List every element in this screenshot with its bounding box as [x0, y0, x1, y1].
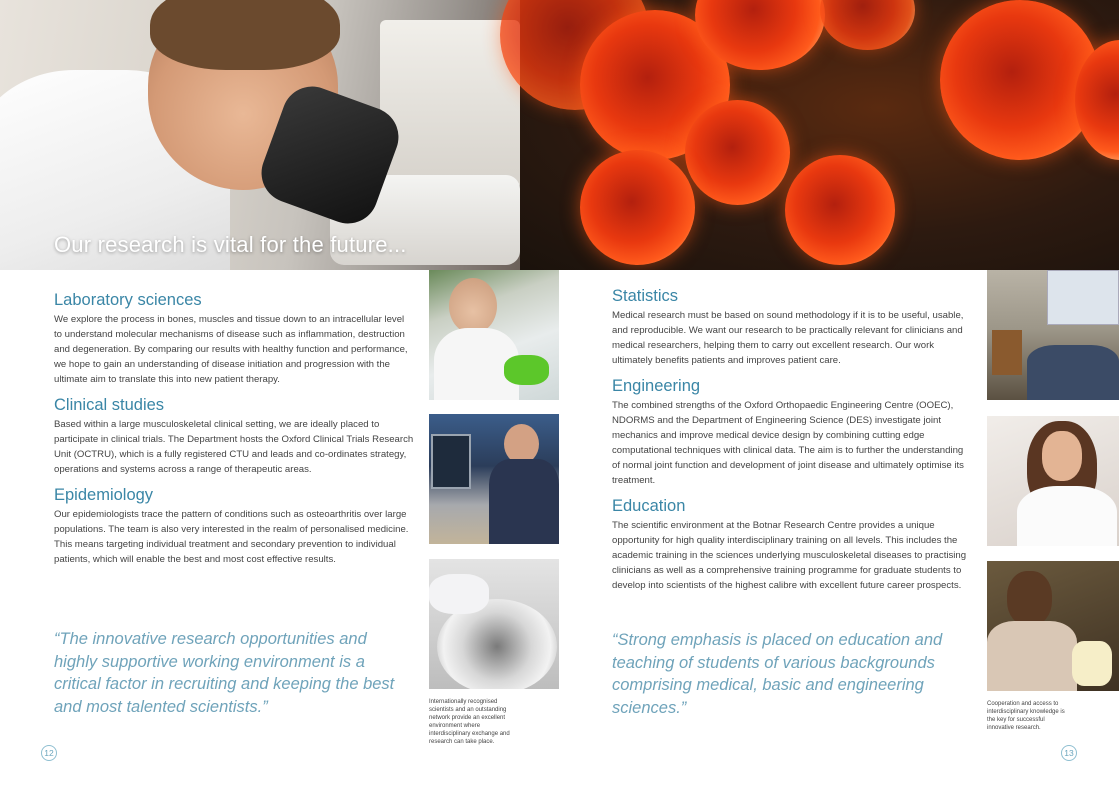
section-heading: Engineering	[612, 377, 701, 395]
lab-equipment	[380, 20, 520, 190]
hero-cells-photo	[520, 0, 1119, 270]
section-heading: Epidemiology	[54, 486, 154, 504]
person-silhouette	[449, 278, 497, 334]
section-body: The combined strengths of the Oxford Orthopaedic Engineering Centre (OOEC), NDORMS and the Department of Engineering Science (DES) investigate joint mechanics and improve medical device design by combining cutting edge computational techniques with clinical data. The aim is to further the understanding of normal joint function and development of joint disease and ultimately optimise its treatment.	[612, 400, 964, 486]
photo-engineer-workstation	[429, 414, 559, 544]
page-number-left: 12	[41, 745, 57, 761]
right-text-column	[612, 286, 972, 601]
glove-shape	[504, 355, 549, 385]
left-text-column	[54, 290, 414, 575]
audience-shape	[1027, 345, 1119, 400]
section-engineering	[612, 376, 972, 488]
lab-coat-shape	[1017, 486, 1117, 546]
person-silhouette	[504, 424, 539, 464]
left-photo-caption: Internationally recognised scientists and an outstanding network provide an excellent environment where interdisciplinary exchange and research can take place.	[429, 699, 510, 745]
section-body: We explore the process in bones, muscles and tissue down to an intracellular level to understand molecular mechanisms of disease such as inflammation, destruction and degeneration. By comparing our results with healthy function and performance, we hope to gain an understanding of disease initiation and progression with the ultimate aim to translate this into new patient therapy.	[54, 314, 408, 385]
hero-title: Our research is vital for the future...	[54, 232, 407, 257]
section-heading: Clinical studies	[54, 396, 165, 414]
section-heading: Education	[612, 497, 686, 515]
spine-model-shape	[1072, 641, 1112, 686]
section-clinical-studies	[54, 395, 414, 477]
right-pull-quote: “Strong emphasis is placed on education and teaching of students of various backgrounds comprising medical, basic and engineering sciences.”	[612, 631, 943, 717]
photo-scientist-woman	[987, 416, 1119, 546]
section-body: Medical research must be based on sound methodology if it is to be useful, usable, and reproducible. We want our research to be practically relevant for clinicians and medical researchers, helping them to carry out excellent research. Our work ultimately benefits patients and improves patient care.	[612, 310, 964, 366]
glove-shape	[429, 574, 489, 614]
section-body: The scientific environment at the Botnar Research Centre provides a unique opportunity for high quality interdisciplinary training on all levels. This includes the academic training in the sciences underlying musculoskeletal diseases to practising clinicians as well as a comprehensive training programme for graduate students to develop into scientists of the highest calibre with excellent future career prospects.	[612, 520, 967, 591]
section-laboratory-sciences	[54, 290, 414, 387]
face-shape	[1007, 571, 1052, 626]
photo-knee-model	[987, 561, 1119, 691]
cell-shape	[580, 150, 695, 265]
section-statistics	[612, 286, 972, 368]
monitor-shape	[431, 434, 471, 489]
lectern-shape	[992, 330, 1022, 375]
hero-lab-photo	[0, 0, 560, 270]
cell-shape	[685, 100, 790, 205]
section-body: Our epidemiologists trace the pattern of conditions such as osteoarthritis over large populations. The team is also very interested in the realm of personalised medicine. This means targeting individual treatment and secondary prevention to individual patients, which will enable the best and most cost effective results.	[54, 509, 409, 565]
section-heading: Laboratory sciences	[54, 291, 202, 309]
section-epidemiology	[54, 485, 414, 567]
researcher-hair	[150, 0, 340, 70]
right-photo-caption: Cooperation and access to interdisciplinary knowledge is the key for successful innovative research.	[987, 701, 1065, 731]
hero-banner	[0, 0, 1119, 270]
section-heading: Statistics	[612, 287, 679, 305]
cell-shape	[820, 0, 915, 50]
shirt-shape	[987, 621, 1077, 691]
cell-shape	[785, 155, 895, 265]
face-shape	[1042, 431, 1082, 481]
section-education	[612, 496, 972, 593]
cell-shape	[940, 0, 1100, 160]
projector-screen	[1047, 270, 1119, 325]
left-pull-quote: “The innovative research opportunities and highly supportive working environment is a critical factor in recruiting and keeping the best and most talented scientists.”	[54, 630, 395, 716]
page-number-right: 13	[1061, 745, 1077, 761]
shirt-shape	[489, 459, 559, 544]
section-body: Based within a large musculoskeletal clinical setting, we are ideally placed to participate in clinical trials. The Department hosts the Oxford Clinical Trials Research Unit (OCTRU), which is a fully registered CTU and leads and co-ordinates strategy, operations and systems across a range of therapeutic areas.	[54, 419, 414, 475]
photo-lecture	[987, 270, 1119, 400]
photo-centrifuge	[429, 559, 559, 689]
photo-scientist-pipette	[429, 270, 559, 400]
